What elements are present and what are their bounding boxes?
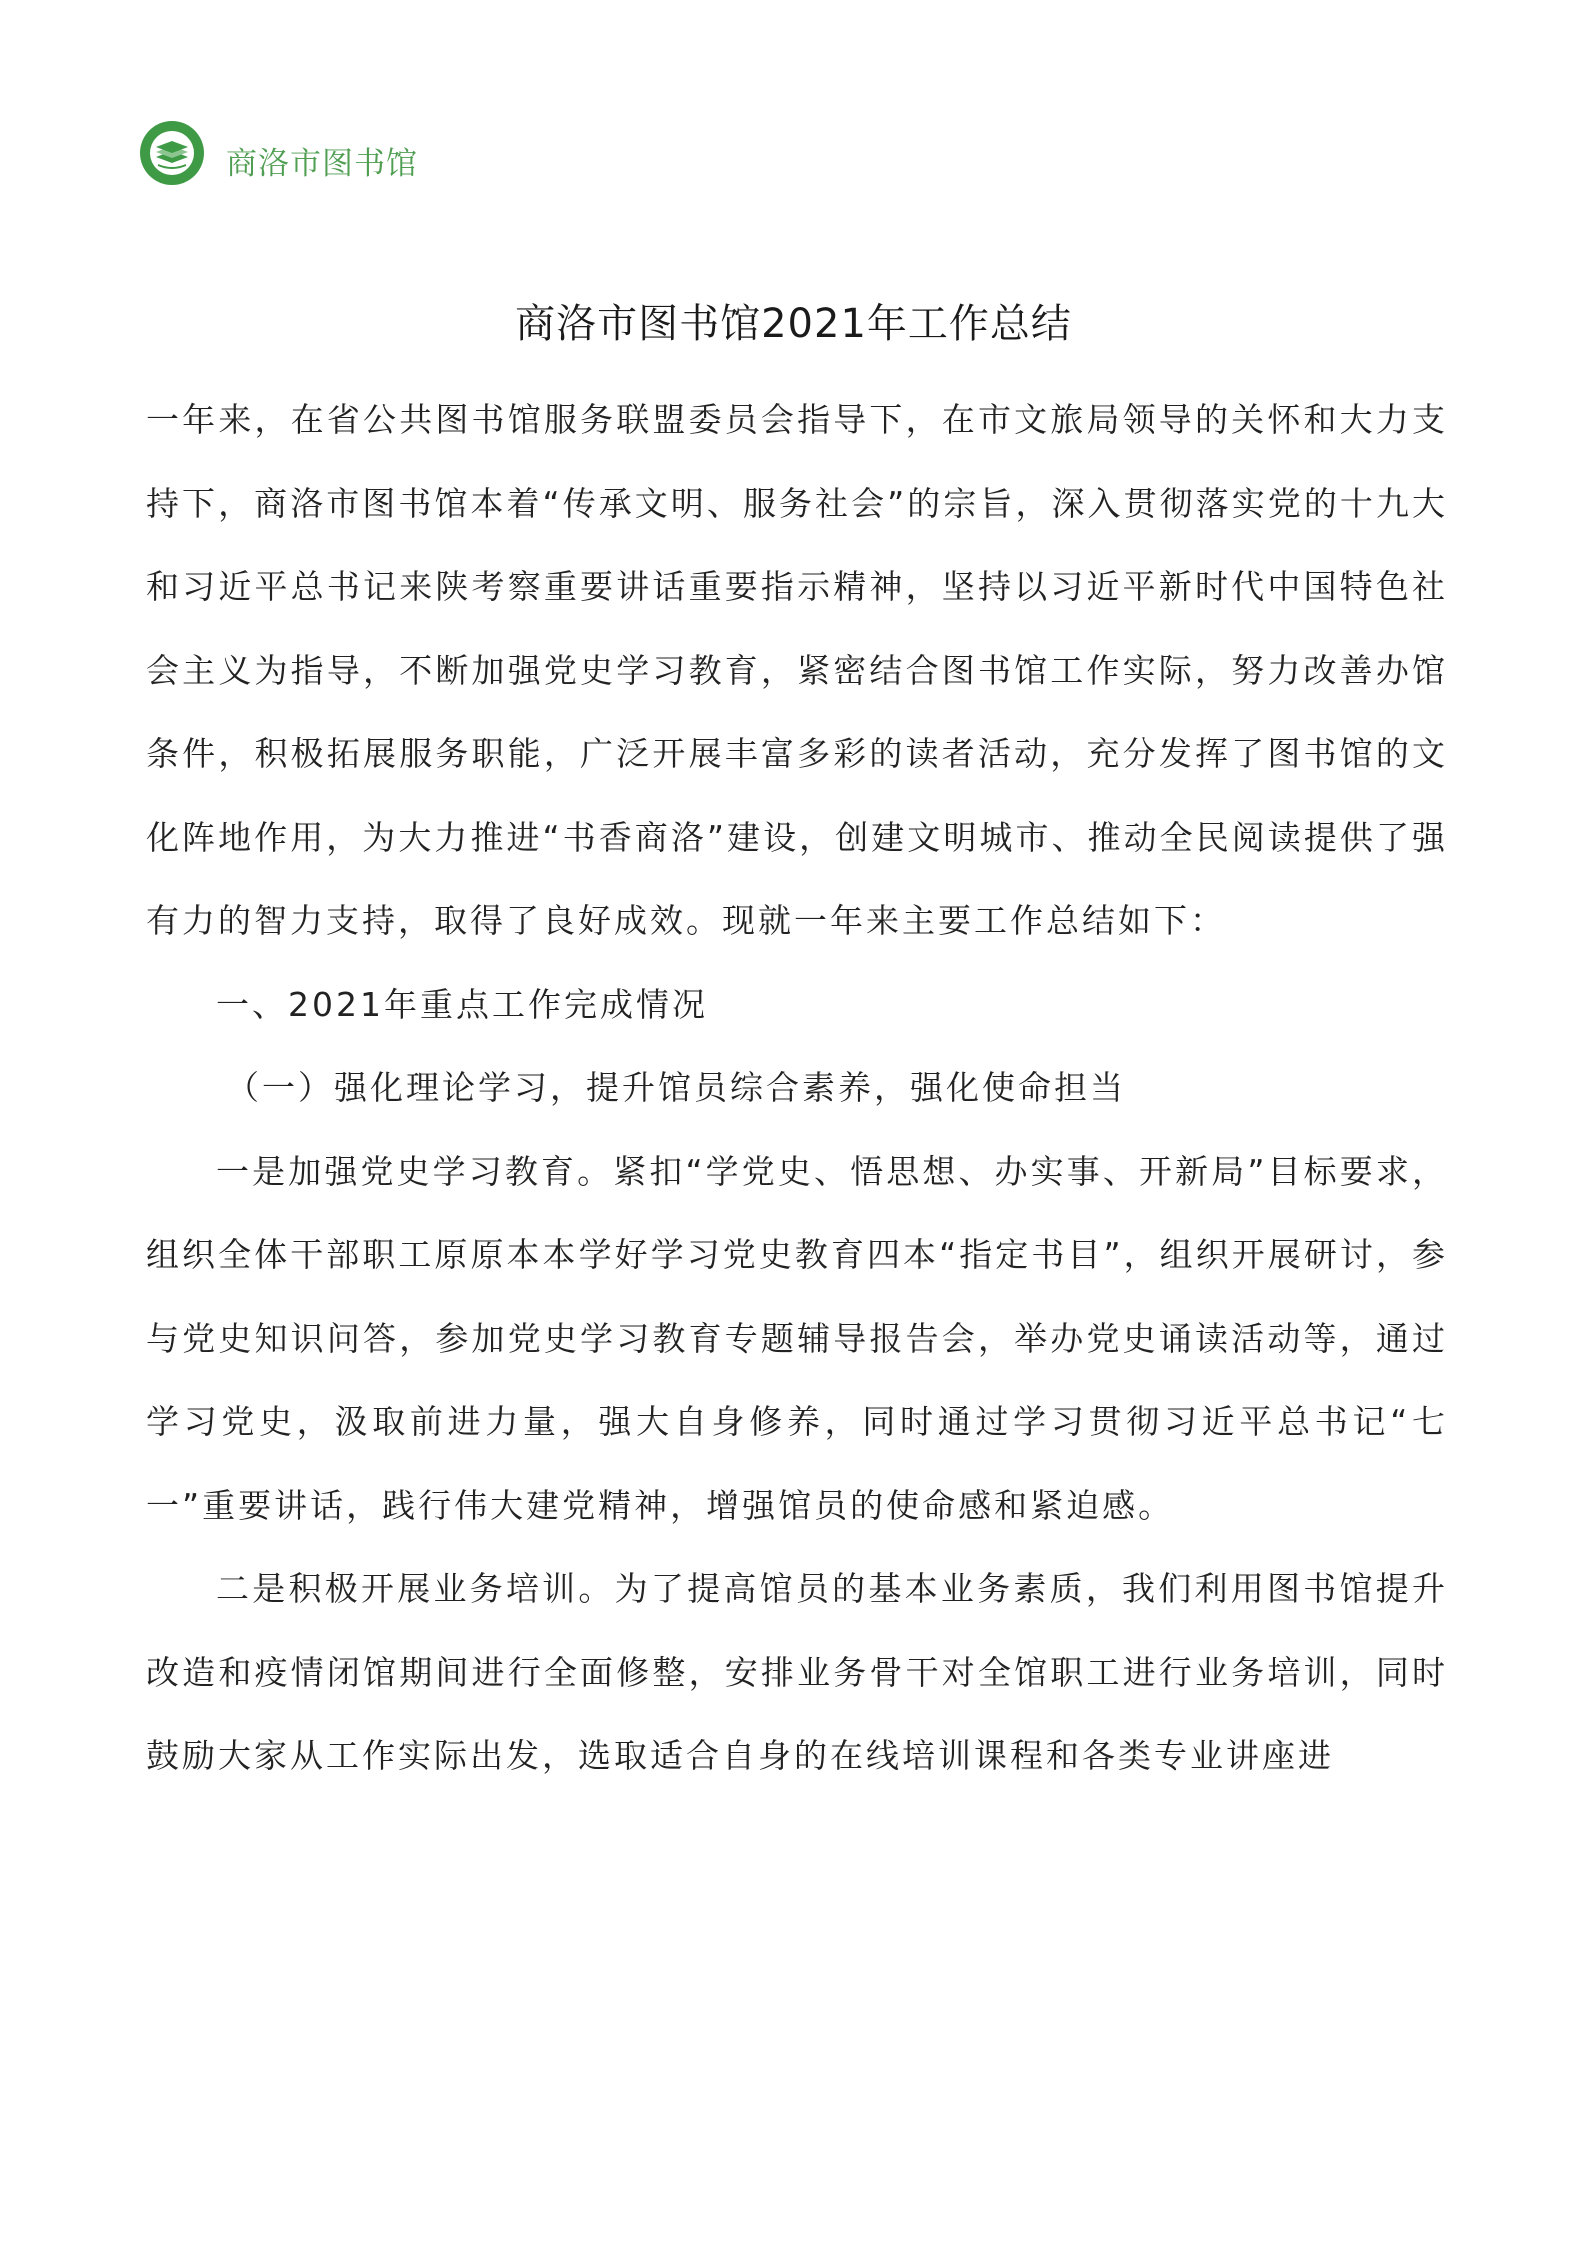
section-heading: 一、2021年重点工作完成情况 [216, 984, 708, 1024]
library-name: 商洛市图书馆 [226, 145, 418, 182]
body-paragraph: 一是加强党史学习教育。紧扣“学党史、悟思想、办实事、开新局”目标要求，组织全体干部职工原原本本学好学习党史教育四本“指定书目”，组织开展研讨，参与党史知识问答，参加党史学习教育专题辅导报告会，举办党史诵读活动等，通过学习党史，汲取前进力量，强大自身修养，同时通过学习贯彻习近平总书记“七一”重要讲话，践行伟大建党精神，增强馆员的使命感和紧迫感。 [146, 1151, 1448, 1525]
subsection-heading: （一）强化理论学习，提升馆员综合素养，强化使命担当 [226, 1068, 1126, 1107]
document-title: 商洛市图书馆2021年工作总结 [515, 301, 1072, 347]
library-books-logo-icon [140, 121, 204, 185]
intro-paragraph: 一年来，在省公共图书馆服务联盟委员会指导下，在市文旅局领导的关怀和大力支持下，商洛市图书馆本着“传承文明、服务社会”的宗旨，深入贯彻落实党的十九大和习近平总书记来陕考察重要讲话重要指示精神，坚持以习近平新时代中国特色社会主义为指导，不断加强党史学习教育，紧密结合图书馆工作实际，努力改善办馆条件，积极拓展服务职能，广泛开展丰富多彩的读者活动，充分发挥了图书馆的文化阵地作用，为大力推进“书香商洛”建设，创建文明城市、推动全民阅读提供了强有力的智力支持，取得了良好成效。现就一年来主要工作总结如下： [146, 400, 1448, 940]
page-header [140, 118, 418, 188]
body-paragraph: 二是积极开展业务培训。为了提高馆员的基本业务素质，我们利用图书馆提升改造和疫情闭馆期间进行全面修整，安排业务骨干对全馆职工进行业务培训，同时鼓励大家从工作实际出发，选取适合自身的在线培训课程和各类专业讲座进 [146, 1569, 1448, 1775]
document-body [146, 378, 1448, 1798]
